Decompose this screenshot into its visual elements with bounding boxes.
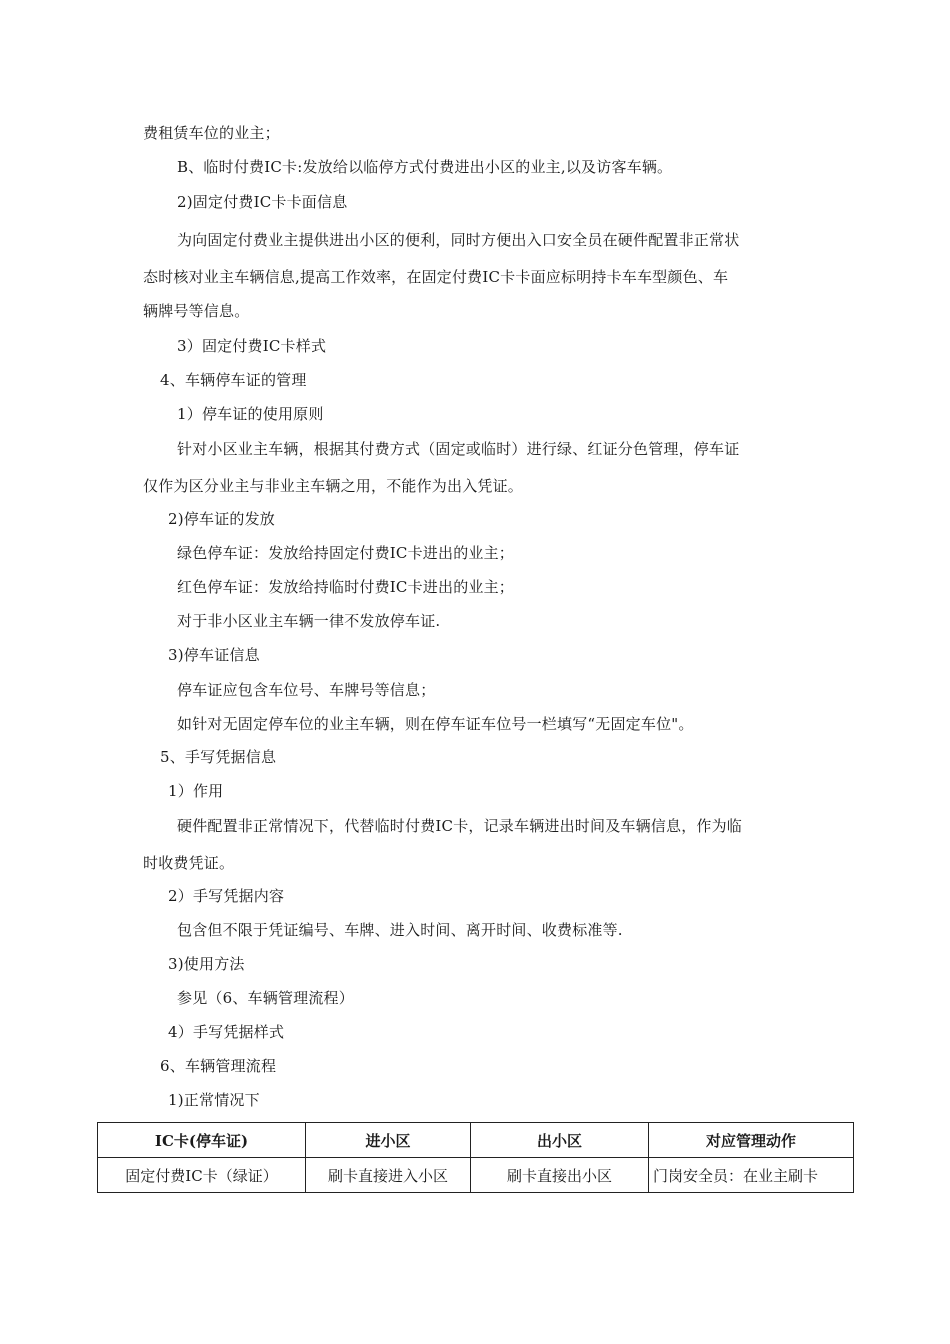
heading-permit-issuance: 2)停车证的发放 — [168, 510, 275, 528]
paragraph-red-permit: 红色停车证：发放给持临时付费IC卡进出的业主； — [177, 578, 515, 596]
header-ic-card: IC卡(停车证) — [98, 1123, 306, 1158]
heading-permit-info: 3)停车证信息 — [168, 646, 260, 664]
paragraph-permit-principles-line2: 仅作为区分业主与非业主车辆之用，不能作为出入凭证。 — [143, 477, 524, 495]
paragraph-non-owner: 对于非小区业主车辆一律不发放停车证. — [177, 612, 441, 630]
header-enter: 进小区 — [306, 1123, 471, 1158]
paragraph-card-face-line3: 辆牌号等信息。 — [143, 302, 250, 320]
table-cell: 刷卡直接出小区 — [471, 1158, 649, 1193]
vehicle-flow-table — [97, 1122, 854, 1193]
heading-permit-principles: 1）停车证的使用原则 — [177, 405, 324, 423]
header-exit: 出小区 — [471, 1123, 649, 1158]
table-header-row — [98, 1123, 854, 1158]
heading-card-face-info: 2)固定付费IC卡卡面信息 — [177, 193, 348, 211]
heading-voucher-purpose: 1）作用 — [168, 782, 224, 800]
header-management-action: 对应管理动作 — [649, 1123, 854, 1158]
paragraph-no-fixed-space: 如针对无固定停车位的业主车辆，则在停车证车位号一栏填写“无固定车位"。 — [177, 715, 694, 733]
paragraph-permit-contents: 停车证应包含车位号、车牌号等信息； — [177, 681, 436, 699]
section-heading-parking-permit: 4、车辆停车证的管理 — [160, 371, 307, 389]
paragraph-temporary-card: B、临时付费IC卡:发放给以临停方式付费进出小区的业主,以及访客车辆。 — [177, 158, 673, 176]
paragraph-voucher-purpose-line2: 时收费凭证。 — [143, 854, 235, 872]
table-cell: 门岗安全员：在业主刷卡 — [649, 1158, 854, 1193]
paragraph-green-permit: 绿色停车证：发放给持固定付费IC卡进出的业主； — [177, 544, 515, 562]
paragraph-voucher-purpose-line1: 硬件配置非正常情况下，代替临时付费IC卡，记录车辆进出时间及车辆信息，作为临 — [177, 817, 743, 835]
heading-voucher-content: 2）手写凭据内容 — [168, 887, 285, 905]
table-row — [98, 1158, 854, 1193]
paragraph-permit-principles-line1: 针对小区业主车辆，根据其付费方式（固定或临时）进行绿、红证分色管理，停车证 — [177, 440, 740, 458]
heading-usage-method: 3)使用方法 — [168, 955, 245, 973]
section-heading-handwritten-voucher: 5、手写凭据信息 — [160, 748, 277, 766]
section-heading-vehicle-flow: 6、车辆管理流程 — [160, 1057, 277, 1075]
table-cell: 刷卡直接进入小区 — [306, 1158, 471, 1193]
heading-voucher-style: 4）手写凭据样式 — [168, 1023, 285, 1041]
heading-normal-conditions: 1)正常情况下 — [168, 1091, 260, 1109]
table-cell: 固定付费IC卡（绿证） — [98, 1158, 306, 1193]
heading-card-style: 3）固定付费IC卡样式 — [177, 337, 327, 355]
paragraph-voucher-content: 包含但不限于凭证编号、车牌、进入时间、离开时间、收费标准等. — [177, 921, 623, 939]
paragraph-card-face-line1: 为向固定付费业主提供进出小区的便利，同时方便出入口安全员在硬件配置非正常状 — [177, 231, 740, 249]
paragraph-card-face-line2: 态时核对业主车辆信息,提高工作效率，在固定付费IC卡卡面应标明持卡车车型颜色、车 — [143, 268, 729, 286]
paragraph-continuation: 费租赁车位的业主； — [143, 124, 280, 142]
paragraph-usage-reference: 参见（6、车辆管理流程） — [177, 989, 354, 1007]
